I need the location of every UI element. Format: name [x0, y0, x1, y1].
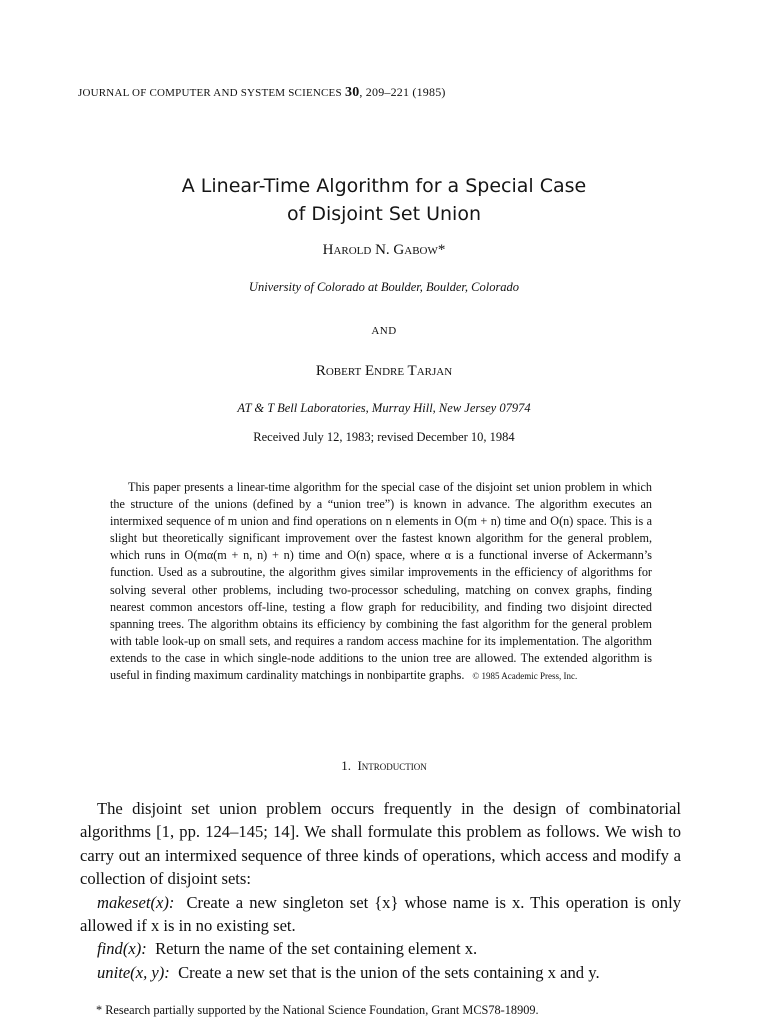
operation-name: find(x): — [97, 939, 147, 959]
body-text — [80, 797, 681, 984]
intro-paragraph: The disjoint set union problem occurs frequently in the design of combinatorial algorithms [1, pp. 124–145; 14]. We shall formulate this problem as follows. We wish to carry out an intermixed sequence of three kinds of operations, which access and modify a collection of disjoint sets: — [80, 799, 681, 889]
journal-name: JOURNAL OF COMPUTER AND SYSTEM SCIENCES — [78, 87, 342, 99]
abstract-text: This paper presents a linear-time algorithm for the special case of the disjoint set union problem in which the structure of the unions (defined by a “union tree”) is known in advance. The algorithm executes an intermixed sequence of m union and find operations on n elements in O(m + n) time and O(n) space. This is a slight but theoretically significant improvement over the fastest known algorithm for the general problem, which runs in O(mα(m + n, n) + n) time and O(n) space, where α is a functional inverse of Ackermann’s function. Used as a subroutine, the algorithm gives similar improvements in the efficiency of algorithms for solving several other problems, including two-processor scheduling, matching on convex graphs, finding nearest common ancestors off-line, testing a flow graph for reducibility, and finding two disjoint directed spanning trees. The algorithm obtains its efficiency by combining the fast algorithm for the general problem with table look-up on small sets, and requires a random access machine for its implementation. The algorithm extends to the case in which single-node additions to the union tree are allowed. The extended algorithm is useful in finding maximum cardinality matchings in nonbipartite graphs. — [110, 480, 652, 683]
operation-description: Create a new set that is the union of the sets containing x and y. — [178, 962, 600, 982]
journal-volume: 30 — [345, 85, 360, 100]
section-number: 1. — [341, 758, 351, 773]
and-separator: AND — [371, 325, 397, 337]
operation-name: unite(x, y): — [97, 962, 170, 982]
section-title: Introduction — [357, 758, 427, 773]
operation-description: Return the name of the set containing element x. — [155, 939, 478, 959]
operation-description: Create a new singleton set {x} whose name is x. This operation is only allowed if x is in no existing set. — [80, 892, 682, 936]
abstract-paragraph — [110, 479, 652, 685]
author-2-affiliation: AT & T Bell Laboratories, Murray Hill, New Jersey 07974 — [237, 401, 531, 415]
journal-pages: , 209–221 (1985) — [359, 85, 446, 99]
author-1-name: Harold N. Gabow* — [322, 242, 446, 258]
abstract — [110, 479, 652, 685]
journal-header — [78, 85, 446, 101]
footnote: * Research partially supported by the National Science Foundation, Grant MCS78-18909. — [96, 1003, 539, 1017]
author-2-name: Robert Endre Tarjan — [315, 363, 453, 379]
operation-makeset — [80, 891, 681, 938]
paper-title-line-2: of Disjoint Set Union — [286, 203, 481, 225]
operation-name: makeset(x): — [97, 892, 175, 912]
paper-title-line-1: A Linear-Time Algorithm for a Special Case — [181, 175, 587, 197]
copyright-notice: © 1985 Academic Press, Inc. — [472, 671, 578, 682]
operation-unite — [80, 961, 681, 984]
received-dates: Received July 12, 1983; revised December 10, 1984 — [253, 430, 515, 444]
section-heading — [0, 758, 768, 774]
author-1-affiliation: University of Colorado at Boulder, Boulder, Colorado — [248, 280, 520, 294]
operation-find — [80, 937, 681, 960]
